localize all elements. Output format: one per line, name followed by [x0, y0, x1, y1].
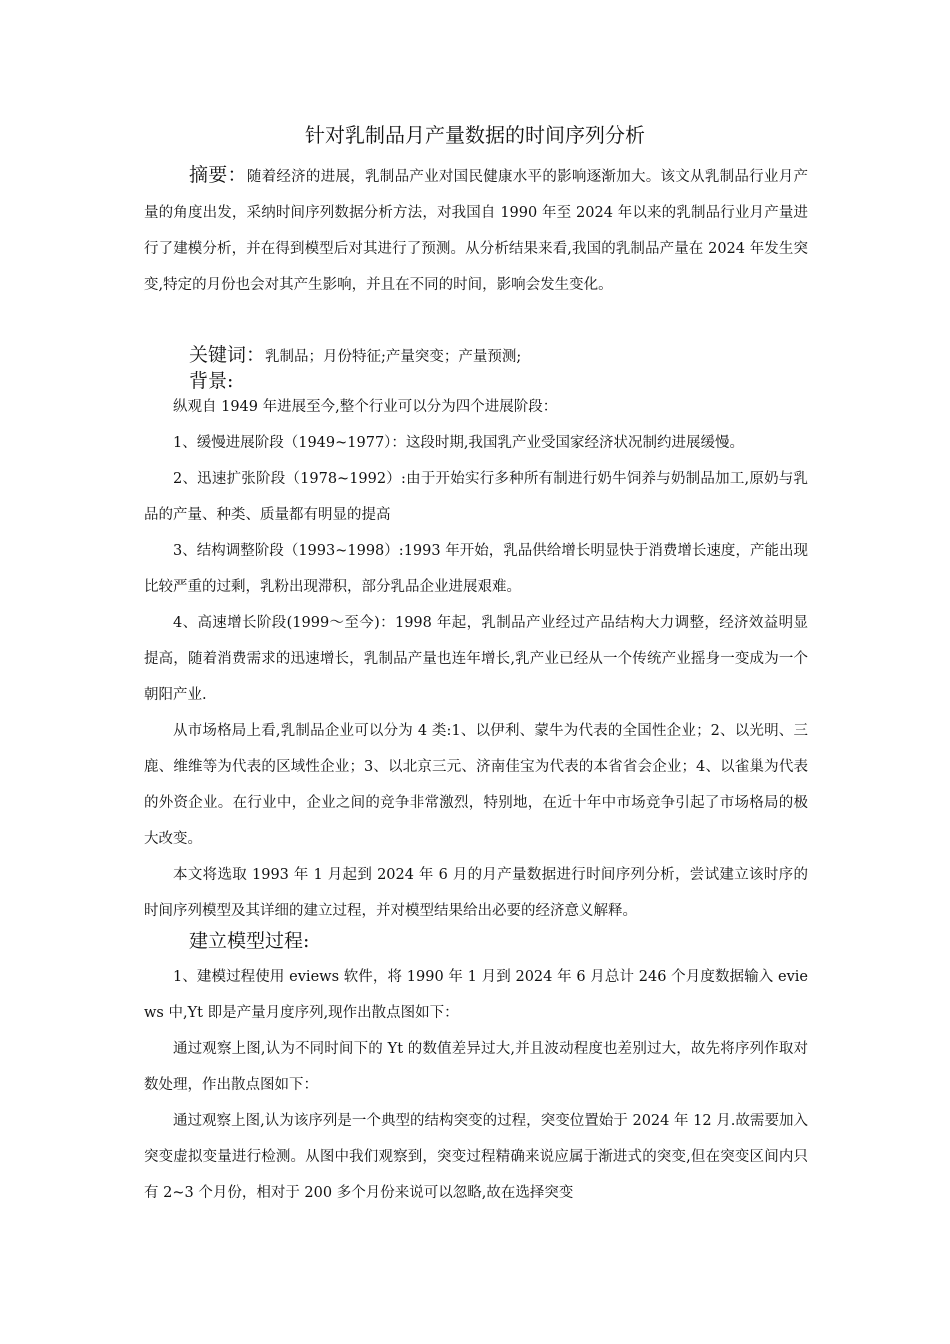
abstract-paragraph: [144, 157, 808, 303]
modeling-paragraph: 1、建模过程使用 eviews 软件，将 1990 年 1 月到 2024 年 6 月总计 246 个月度数据输入 eviews 中,Yt 即是产量月度序列,现作出散点图如下：: [144, 969, 808, 1021]
background-paragraph: 1、缓慢进展阶段（1949~1977）：这段时期,我国乳产业受国家经济状况制约进展缓慢。: [173, 435, 745, 451]
modeling-heading: 建立模型过程:: [189, 930, 310, 952]
background-paragraph: 本文将选取 1993 年 1 月起到 2024 年 6 月的月产量数据进行时间序列分析，尝试建立该时序的时间序列模型及其详细的建立过程，并对模型结果给出必要的经济意义解释。: [144, 867, 808, 919]
background-paragraph: 3、结构调整阶段（1993~1998）:1993 年开始，乳品供给增长明显快于消费增长速度，产能出现比较严重的过剩，乳粉出现滞积，部分乳品企业进展艰难。: [144, 543, 808, 595]
background-section: [144, 389, 808, 929]
abstract-label: 摘要：: [189, 164, 247, 186]
abstract-section: [144, 157, 808, 303]
background-paragraph: 4、高速增长阶段(1999～至今)：1998 年起，乳制品产业经过产品结构大力调整，经济效益明显提高，随着消费需求的迅速增长，乳制品产量也连年增长,乳产业已经从一个传统产业摇身一变成为一个朝阳产业.: [144, 615, 808, 703]
document-title: 针对乳制品月产量数据的时间序列分析: [305, 123, 645, 147]
background-heading: 背景:: [189, 370, 234, 392]
modeling-section: [144, 959, 808, 1211]
keywords-label: 关键词：: [189, 344, 266, 366]
keywords-text: 乳制品；月份特征;产量突变；产量预测;: [265, 349, 522, 365]
background-paragraph: 纵观自 1949 年进展至今,整个行业可以分为四个进展阶段：: [173, 399, 558, 415]
abstract-text: 随着经济的进展，乳制品产业对国民健康水平的影响逐渐加大。该文从乳制品行业月产量的角度出发，采纳时间序列数据分析方法，对我国自 1990 年至 2024 年以来的乳制品行业月产量进行了建模分析，并在得到模型后对其进行了预测。从分析结果来看,我国的乳制品产量在 2024 年发生突变,特定的月份也会对其产生影响，并且在不同的时间，影响会发生变化。: [144, 169, 808, 293]
background-paragraph: 2、迅速扩张阶段（1978~1992）:由于开始实行多种所有制进行奶牛饲养与奶制品加工,原奶与乳品的产量、种类、质量都有明显的提高: [144, 471, 808, 523]
keywords-line: [189, 341, 521, 371]
background-paragraph: 从市场格局上看,乳制品企业可以分为 4 类:1、以伊利、蒙牛为代表的全国性企业；2、以光明、三鹿、维维等为代表的区域性企业；3、以北京三元、济南佳宝为代表的本省省会企业；4、以雀巢为代表的外资企业。在行业中，企业之间的竞争非常激烈，特别地，在近十年中市场竞争引起了市场格局的极大改变。: [144, 723, 808, 847]
modeling-paragraph: 通过观察上图,认为不同时间下的 Yt 的数值差异过大,并且波动程度也差别过大，故先将序列作取对数处理，作出散点图如下：: [144, 1041, 808, 1093]
modeling-paragraph: 通过观察上图,认为该序列是一个典型的结构突变的过程，突变位置始于 2024 年 12 月.故需要加入突变虚拟变量进行检测。从图中我们观察到，突变过程精确来说应属于渐进式的突变,但在突变区间内只有 2~3 个月份，相对于 200 多个月份来说可以忽略,故在选择突变: [144, 1113, 808, 1201]
